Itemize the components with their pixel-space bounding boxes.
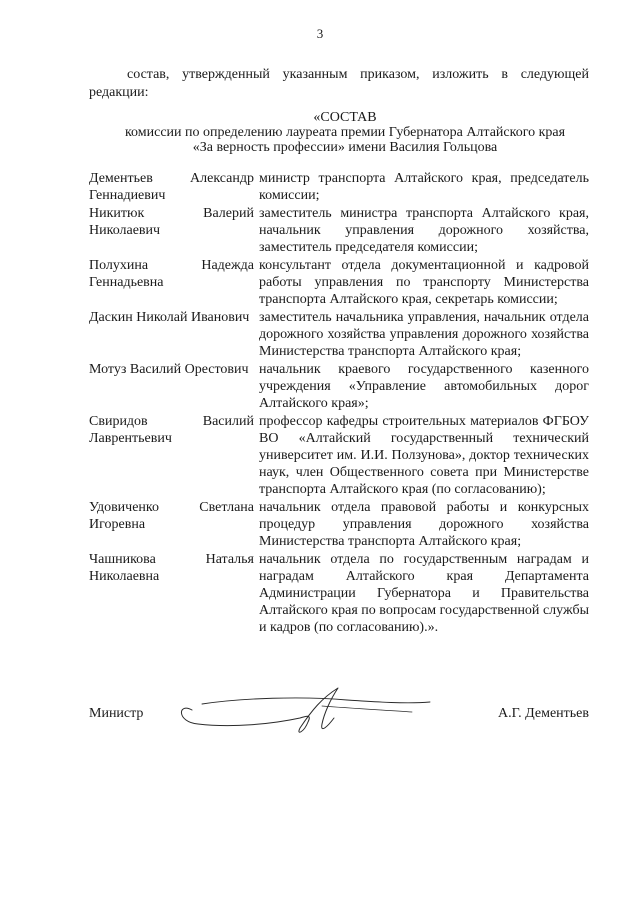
member-row (89, 413, 589, 498)
member-position: начальник отдела правовой работы и конкурсных процедур управления дорожного хозяйства Министерства транспорта Алтайского края; (259, 500, 589, 549)
member-name: Даскин Николай Иванович (89, 310, 250, 325)
member-position: министр транспорта Алтайского края, председатель комиссии; (259, 171, 589, 203)
member-name: Мотуз Василий Орестович (89, 362, 249, 377)
member-name: Никитюк Валерий Николаевич (89, 206, 254, 238)
member-position: консультант отдела документационной и кадровой работы управления по транспорту Министерства транспорта Алтайского края, секретарь комиссии; (259, 258, 589, 307)
member-position: начальник отдела по государственным наградам и наградам Алтайского края Департамента Администрации Губернатора и Правительства Алтайского края по вопросам государственной службы и кадров (по согласованию).». (259, 552, 589, 635)
signatory-name: А.Г. Дементьев (498, 706, 589, 721)
handwritten-signature (172, 680, 442, 740)
member-name: Дементьев Александр Геннадиевич (89, 171, 254, 203)
heading-title: «СОСТАВ (313, 110, 377, 125)
member-name: Удовиченко Светлана Игоревна (89, 500, 254, 532)
member-row (89, 205, 589, 256)
member-position: начальник краевого государственного казенного учреждения «Управление автомобильных дорог Алтайского края»; (259, 362, 589, 411)
intro-paragraph: состав, утвержденный указанным приказом, изложить в следующей редакции: (89, 67, 589, 100)
member-position: заместитель министра транспорта Алтайского края, начальник управления дорожного хозяйства, заместитель председателя комиссии; (259, 206, 589, 255)
member-position: профессор кафедры строительных материалов ФГБОУ ВО «Алтайский государственный технический университет им. И.И. Ползунова», доктор технических наук, член Общественного совета при Министерстве транспорта Алтайского края (по согласованию); (259, 414, 589, 497)
member-row (89, 170, 589, 204)
signatory-title: Министр (89, 706, 144, 721)
member-position: заместитель начальника управления, начальник отдела дорожного хозяйства управления дорожного хозяйства Министерства транспорта Алтайского края; (259, 310, 589, 359)
member-row (89, 361, 589, 412)
members-list (89, 170, 589, 637)
member-row (89, 257, 589, 308)
member-row (89, 309, 589, 360)
member-name: Чашникова Наталья Николаевна (89, 552, 254, 584)
member-row (89, 551, 589, 636)
member-name: Полухина Надежда Геннадьевна (89, 258, 254, 290)
heading-line-2: «За верность профессии» имени Василия Гольцова (192, 140, 498, 155)
page-number: 3 (316, 26, 324, 41)
heading-line-1: комиссии по определению лауреата премии Губернатора Алтайского края (124, 125, 566, 140)
member-name: Свиридов Василий Лаврентьевич (89, 414, 254, 446)
member-row (89, 499, 589, 550)
composition-heading (60, 110, 630, 155)
